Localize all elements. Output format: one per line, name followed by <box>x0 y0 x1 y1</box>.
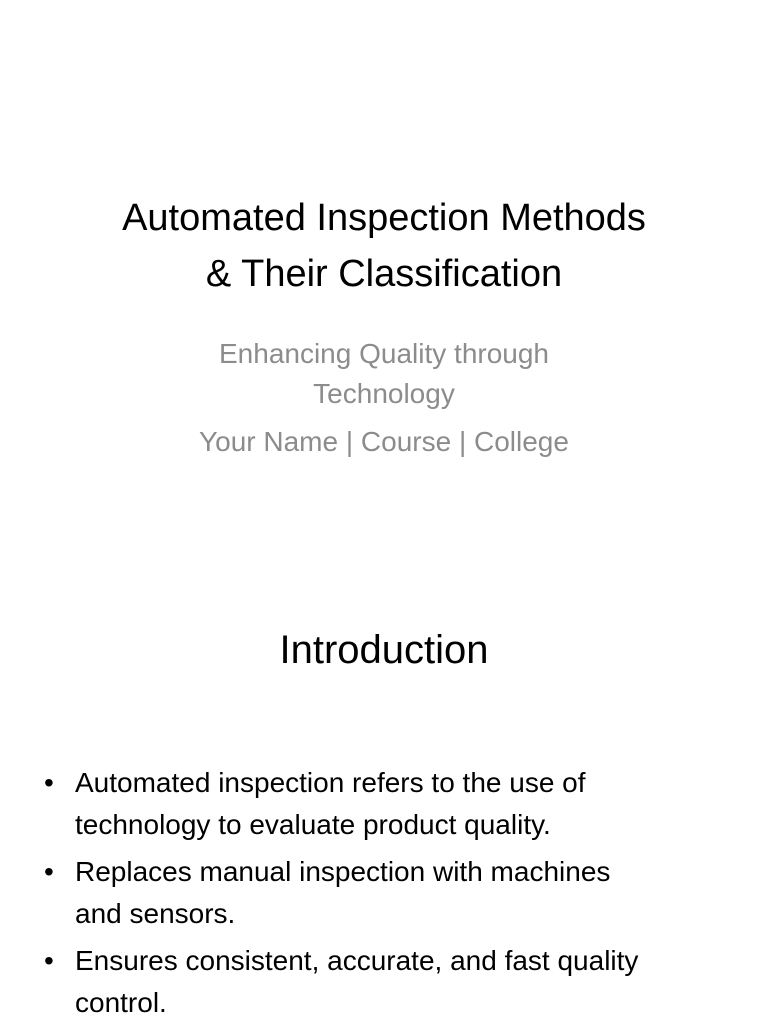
title-line-1: Automated Inspection Methods <box>122 197 646 239</box>
title-line-2: & Their Classification <box>205 253 563 295</box>
subtitle-line-1: Enhancing Quality through <box>219 338 549 369</box>
bullet-icon: • <box>44 945 54 976</box>
list-item <box>40 851 728 935</box>
list-item <box>40 762 728 846</box>
slide-subtitle <box>120 334 648 414</box>
slide-title <box>40 190 728 302</box>
author-byline: Your Name | Course | College <box>199 426 569 457</box>
bullet-text-line-2: technology to evaluate product quality. <box>75 809 551 840</box>
bullet-icon: • <box>44 767 54 798</box>
bullet-text-line-1: Automated inspection refers to the use of <box>75 767 586 798</box>
list-item <box>40 940 728 1024</box>
bullet-list <box>40 762 728 1024</box>
bullet-icon: • <box>44 856 54 887</box>
subtitle-line-2: Technology <box>313 378 455 409</box>
bullet-text-line-1: Ensures consistent, accurate, and fast quality <box>75 945 639 976</box>
bullet-text-line-2: control. <box>75 987 167 1018</box>
slide-heading: Introduction <box>279 628 489 672</box>
bullet-text-line-2: and sensors. <box>75 898 236 929</box>
bullet-text-line-1: Replaces manual inspection with machines <box>75 856 611 887</box>
introduction-slide <box>0 576 768 1024</box>
